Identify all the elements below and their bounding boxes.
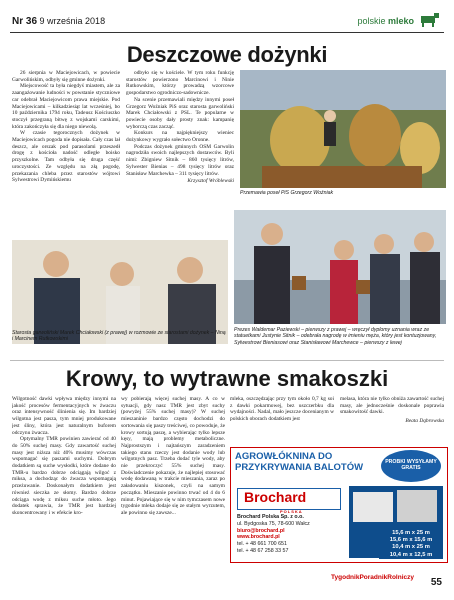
caption-bottom-left: Starosta garwoliński Marek Chciałowski (z prawej) w rozmowie ze starostami dożynek – Niną i Marcinem Rutkowskimi <box>12 330 226 343</box>
ad-brand-logo <box>237 488 341 514</box>
article2-column-1 <box>12 396 116 570</box>
article1-column-1 <box>12 70 120 266</box>
ad-company: Brochard Polska Sp. z o.o. <box>237 514 304 520</box>
cow-icon <box>418 10 440 28</box>
caption-bottom-right: Prezes Waldemar Paziewski – pierwszy z prawej – wręczył dyplomy uznania wraz ze statuetkami Justynie Sitnik – odebrała nagrodę w imieniu męża, który jest kontuzjowany, Sylwestrowi Bieniasowi oraz Stanisławowi Marchewce – pierwszy z lewej <box>234 327 437 346</box>
article1-column-2 <box>126 70 234 266</box>
advertisement-brochard[interactable] <box>230 447 448 563</box>
ad-size-list <box>379 530 443 559</box>
caption-top-right: Przemawia poseł PiS Grzegorz Woźniak <box>240 190 334 196</box>
ad-email[interactable]: biuro@brochard.pl <box>237 527 285 534</box>
paragraph: Optymalny TMR powinien zawierać od 40 do 50% suchej masy. Gdy zawartość suchej masy jest niższa niż 40% musimy wówczas wspomagać się paszami suchymi. Dobrym dodatkiem są suche wysłodki, które dodane do TMR-u bardzo dobrze odciągają wilgoć z miksa, a dochodząc do żwacza wspomagają przeżuwanie. Doskonałym dodatkiem jest również sieczka ze słomy. Bardzo dobrze odciąga wodę z miksu suche młoto. Jego dodatek sprawia, że TMR jest bardziej skoncentrowany i w efekcie kro- <box>12 436 116 516</box>
article1-title: Deszczowe dożynki <box>126 42 328 67</box>
brand-bold: mleko <box>387 16 414 26</box>
ad-free-samples-badge: PROBKI WYSYŁAMY GRATIS <box>381 450 441 482</box>
footer-brand <box>331 574 414 581</box>
ad-phone-1: tel. + 48 661 700 651 <box>237 541 287 548</box>
ad-size: 10,4 m x 25 m <box>379 544 443 551</box>
ad-phone-2: tel. + 48 67 258 33 57 <box>237 547 289 554</box>
header-rule <box>10 32 444 33</box>
photo-award-ceremony <box>234 210 446 324</box>
ad-size: 10,4 m x 12,5 m <box>379 552 443 559</box>
issue-info <box>12 16 105 27</box>
paragraph: Podczas dożynek gminnych OSM Garwolin nagrodziła swoich najlepszych dostawców. Byli nimi: Zbigniew Sitnik – 860 tysięcy litrów, Sylwester Bienias – 498 tysięcy litrów oraz Stanisław Marchewka – 311 tysięcy litrów. <box>126 143 234 177</box>
article1-signature: Krzysztof Wróblewski <box>187 178 234 185</box>
paragraph: Na scenie przemawiali między innymi poseł Grzegorz Woźniak PiS oraz starosta garwoliński Marek Chciałowski z PSL. Te popularne w powiecie osoby dały prosty znak: kampanię wyborczą czas zacząć. <box>126 96 234 130</box>
section-divider <box>10 360 444 361</box>
paragraph: W czasie tegorocznych dożynek w Maciejowicach pogoda nie dopisała. Cały czas lał deszcz, ale orszak pod parasolami przeszedł drogę z kościoła nadość odległe boisko przyszkolne. Tam odbyła się druga część uroczystości. Ze względu na złą pogodę, przekazania chleba przez starostów wójtowi Sylwestrowi Dymińskiemu <box>12 130 120 184</box>
page-number: 55 <box>430 577 442 588</box>
article2-column-2 <box>121 396 225 570</box>
article2-signature: Beata Dąbrowska <box>405 418 444 425</box>
ad-logo-sub: POLSKA <box>280 509 303 514</box>
issue-date: 9 września 2018 <box>39 16 106 26</box>
page-header <box>10 6 444 30</box>
ad-website[interactable]: www.brochard.pl <box>237 534 280 541</box>
photo-harvest-wreaths <box>240 70 446 188</box>
paragraph: odbyło się w kościele. W tym roku funkcję starostów powierzono Marcinowi i Ninie Rutkowskim, którzy prowadzą wzorcowe gospodarstwo ogrodniczo-sadownicze. <box>126 70 234 97</box>
ad-size: 15,6 m x 15,6 m <box>379 537 443 544</box>
article2-column-3 <box>230 396 334 444</box>
article2-title: Krowy, to wytrawne smakoszki <box>65 366 389 391</box>
ad-headline: AGROWŁÓKNINA DO PRZYKRYWANIA BALOTÓW <box>235 451 364 473</box>
paragraph: mleka, oszczędzając przy tym około 0,7 kg soi z dawki pokarmowej, bez uszczerbku dla wydajności. Nadal, mało jeszcze docenianym w polskich oborach dodatkiem jest <box>230 396 334 423</box>
footer-brand-text: TygodnikPoradnikRolniczy <box>331 574 414 581</box>
brand-logo <box>357 16 414 26</box>
paragraph: wy pobierają więcej suchej masy. A co w sytuacji, gdy nasz TMR jest zbyt suchy (powyżej 55% suchej masy)? W suchej mieszaninie bardzo często dochodzi do sortowania się paszy treściwej, co powoduje, że krowy sortują paszę, a wybierając tylko lepsze kęsy, mają problemy metaboliczne. Najprostszym i najtańszym zaradzeniem takiego stanu rzeczy jest dodanie wody lub wilgotnych pasz. Trzeba dodać tyle wody, aby nie przekroczyć 55% suchej masy. Doświadczenie pokazuje, że najlepiej stosować wodę dodawaną w trakcie mieszania, zaraz po załadowaniu kiszonek, czyli na samym początku. Mieszanie powinno trwać od 4 do 6 minut. Pojawiające się w nim tymczasem nowe tygodnie mleka dodaje się ze stałym wyrzutem, ale powinno się zawsze... <box>121 396 225 516</box>
photo-starosta-conversation <box>12 240 228 344</box>
paragraph: melasa, która nie tylko obniża zawartość suchej masy, ale jednocześnie doskonale poprawia smakowitość dawki. <box>340 396 444 416</box>
ad-street: ul. Bydgoska 75, 78-600 Wałcz <box>237 520 310 527</box>
issue-number: Nr 36 <box>12 16 38 27</box>
paragraph: Miejscowość ta była niegdyś miastem, ale za zaangażowanie ludności w powstanie styczniowe car odebrał Maciejowicom prawa miejskie. Pod Maciejowicami – kilkadziesiąt lat wcześniej, bo 10 października 1794 roku, Tadeusz Kościuszko stoczył przegraną bitwę z wojskami carskimi, która zakończyła się dla niego niewolą. <box>12 83 120 130</box>
article2-column-4 <box>340 396 444 444</box>
ad-size: 15,6 m x 25 m <box>379 530 443 537</box>
ad-address <box>237 514 337 555</box>
paragraph: Wilgotność dawki wpływa między innymi na jakość procesów fermentacyjnych w żwaczu oraz intensywność ślinienia się. Im bardziej wilgotna jest pasza, tym mniej produkowane jest śliny, która jest naturalnym buforem odczynu żwacza. <box>12 396 116 436</box>
ad-logo-text: Brochard <box>244 489 307 505</box>
brand-plain: polskie <box>357 16 388 26</box>
paragraph: 26 sierpnia w Maciejowicach, w powiecie Garwolińskim, odbyły się gminne dożynki. <box>12 70 120 83</box>
paragraph: Konkurs na najpiękniejszy wieniec dożynkowy wygrało sołectwo Oronne. <box>126 130 234 144</box>
